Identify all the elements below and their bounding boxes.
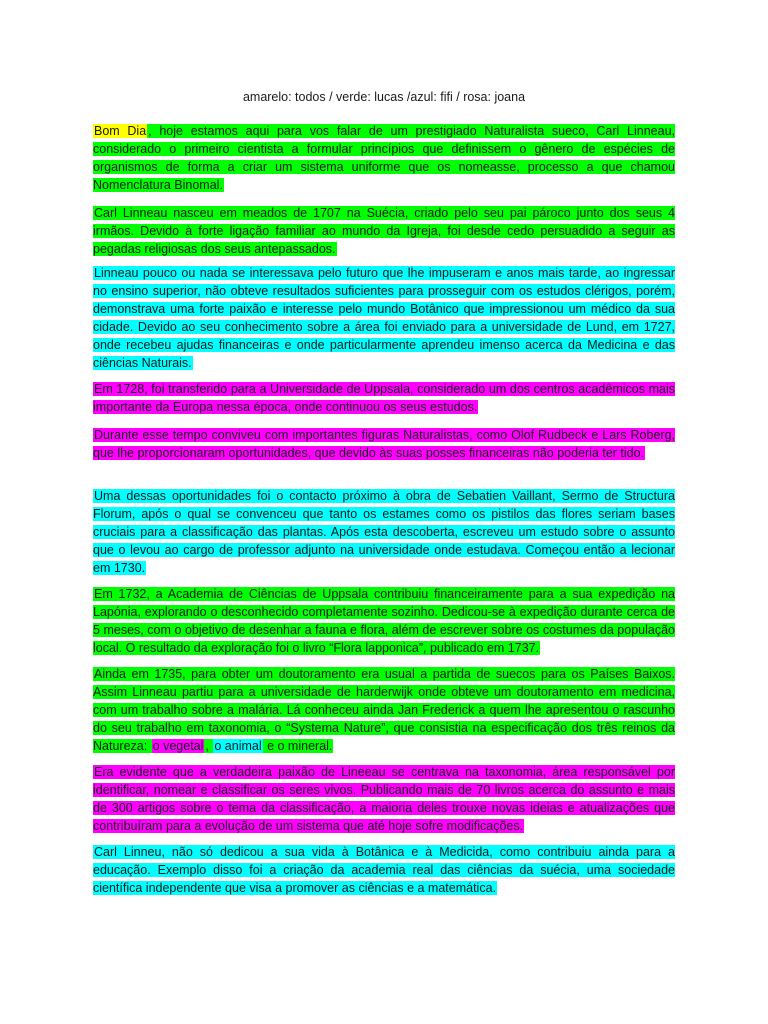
highlight-segment: , <box>205 738 213 753</box>
highlight-segment: Era evidente que a verdadeira paixão de Lineeau se centrava na taxonomia, área responsável por identificar, nomear e classificar os seres vivos. Publicando mais de 70 livros acerca do assunto e mais de 300 artigos sobre o tema da classificação, a maioria deles trouxe novas ideias e atualizações que contribuíram para a evolução de um sistema que até hoje sofre modificações. <box>93 765 675 833</box>
highlight-segment: Durante esse tempo conviveu com importantes figuras Naturalistas, como Olof Rudbeck e Lars Roberg, que lhe proporcionaram oportunidades, que devido às suas posses financeiras não poderia ter tido. <box>93 428 675 460</box>
highlight-segment: Em 1728, foi transferido para a Universidade de Uppsala, considerado um dos centros acadêmicos mais importante da Europa nessa época, onde continuou os seus estudos. <box>93 382 675 414</box>
highlight-segment: , hoje estamos aqui para vos falar de um prestigiado Naturalista sueco, Carl Linneau, considerado o primeiro cientista a formular princípios que definissem o gênero de espécies de organismos de forma a criar um sistema uniforme que os nomeasse, processo a que chamou Nomenclatura Binomal. <box>93 124 675 192</box>
highlight-segment: Bom Dia <box>94 124 147 138</box>
highlight-segment: Carl Linneu, não só dedicou a sua vida à Botânica e à Medicida, como contribuiu ainda para a educação. Exemplo disso foi a criação da academia real das ciências da suécia, uma sociedade científica independente que visa a promover as ciências e a matemática. <box>93 845 675 895</box>
paragraph-1 <box>93 123 675 195</box>
paragraph-2 <box>93 205 675 259</box>
highlight-segment: e o mineral. <box>263 738 333 753</box>
highlight-segment: Ainda em 1735, para obter um doutoramento era usual a partida de suecos para os Países Baixos. Assim Linneau partiu para a universidade de harderwijk onde obteve um doutoramento em medicina, com um trabalho sobre a malária. Lá conheceu ainda Jan Frederick a quem lhe apresentou o rascunho do seu trabalho em taxonomia, o “Systema Nature”, que consistia na especificação dos três reinos da Natureza: <box>93 667 675 753</box>
paragraph-10 <box>93 844 675 898</box>
paragraph-4 <box>93 381 675 417</box>
highlight-segment: Uma dessas oportunidades foi o contacto próximo à obra de Sebatien Vaillant, Sermo de Structura Florum, após o qual se convenceu que tanto os estames como os pistilos das flores seriam bases cruciais para a classificação das plantas. Após esta descoberta, escreveu um estudo sobre o assunto que o levou ao cargo de professor adjunto na universidade onde estudava. Começou então a lecionar em 1730. <box>93 489 675 575</box>
highlight-segment: Linneau pouco ou nada se interessava pelo futuro que lhe impuseram e anos mais tarde, ao ingressar no ensino superior, não obteve resultados suficientes para prosseguir com os estudos clérigos, porém, demonstrava uma forte paixão e interesse pelo mundo Botânico que impressionou um médico da sua cidade. Devido ao seu conhecimento sobre a área foi enviado para a universidade de Lund, em 1727, onde recebeu ajudas financeiras e onde particularmente aprendeu imenso acerca da Medicina e das ciências Naturais. <box>93 266 675 370</box>
highlight-segment: Em 1732, a Academia de Ciências de Uppsala contribuiu financeiramente para a sua expedição na Lapónia, explorando o desconhecido completamente sozinho. Dedicou-se à expedição durante cerca de 5 meses, com o objetivo de desenhar a fauna e flora, além de escrever sobre os costumes da população local. O resultado da exploração foi o livro “Flora lapponica”, publicado em 1737. <box>93 587 675 655</box>
highlight-segment: o vegetal <box>152 738 204 753</box>
paragraph-6 <box>93 488 675 578</box>
paragraph-5 <box>93 427 675 463</box>
paragraph-9 <box>93 764 675 836</box>
paragraph-8 <box>93 666 675 756</box>
color-legend: amarelo: todos / verde: lucas /azul: fifi / rosa: joana <box>242 90 526 104</box>
highlight-segment: o animal <box>214 738 262 753</box>
paragraph-3 <box>93 265 675 372</box>
highlight-segment: Carl Linneau nasceu em meados de 1707 na Suécia, criado pelo seu pai pároco junto dos seus 4 irmãos. Devido à forte ligação familiar ao mundo da Igreja, foi desde cedo persuadido a seguir as pegadas religiosas dos seus antepassados. <box>93 206 675 256</box>
paragraph-7 <box>93 586 675 658</box>
